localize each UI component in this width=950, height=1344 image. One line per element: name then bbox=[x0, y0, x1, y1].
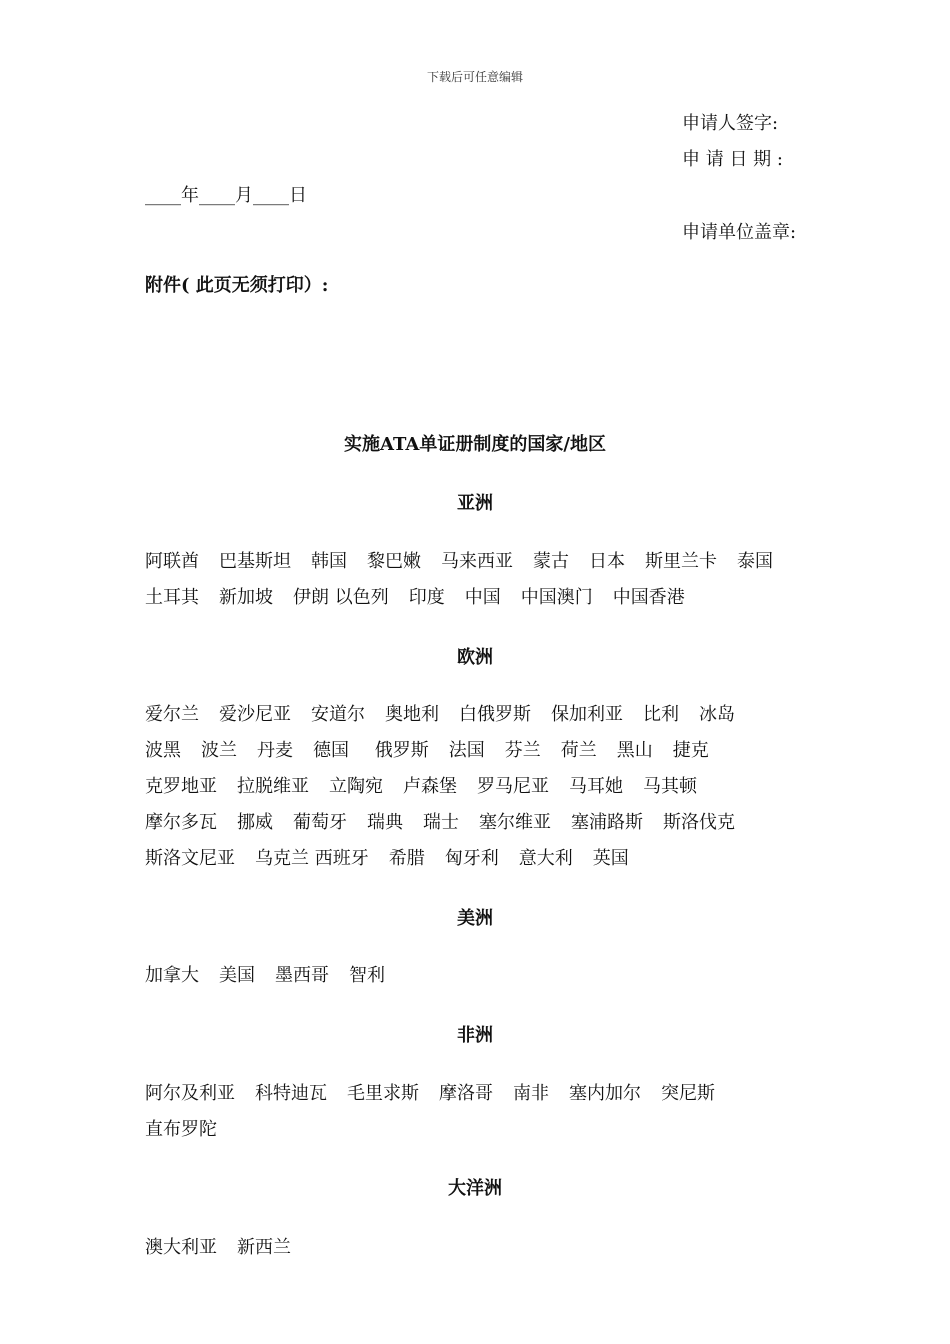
country-name: 伊朗 以色列 bbox=[293, 587, 389, 608]
country-name: 塞尔维亚 bbox=[479, 812, 551, 833]
country-name: 印度 bbox=[408, 587, 445, 608]
region-heading-africa: 非洲 bbox=[457, 1025, 493, 1046]
country-name: 俄罗斯 bbox=[374, 740, 429, 761]
country-name: 葡萄牙 bbox=[293, 812, 347, 833]
country-name: 斯洛文尼亚 bbox=[145, 848, 235, 869]
country-name: 塞浦路斯 bbox=[571, 812, 643, 833]
country-name: 土耳其 bbox=[145, 587, 199, 608]
country-name: 毛里求斯 bbox=[347, 1083, 419, 1104]
region-heading-europe: 欧洲 bbox=[457, 647, 493, 668]
country-name: 阿尔及利亚 bbox=[145, 1083, 235, 1104]
country-name: 泰国 bbox=[737, 551, 773, 572]
attachment-title: 附件( 此页无须打印）: bbox=[145, 275, 329, 296]
country-row bbox=[145, 844, 629, 870]
country-name: 乌克兰 西班牙 bbox=[255, 848, 369, 869]
country-row bbox=[145, 700, 735, 726]
country-name: 波黑 bbox=[145, 740, 181, 761]
country-name: 新西兰 bbox=[237, 1237, 291, 1258]
main-title: 实施ATA单证册制度的国家/地区 bbox=[344, 434, 606, 455]
country-name: 中国 bbox=[464, 587, 501, 608]
unit-seal-label: 申请单位盖章: bbox=[682, 222, 797, 243]
country-name: 安道尔 bbox=[311, 704, 365, 725]
country-row bbox=[145, 1079, 715, 1105]
country-row bbox=[145, 736, 709, 762]
date-blank-line: ____年____月____日 bbox=[145, 185, 307, 206]
country-name: 匈牙利 bbox=[444, 848, 499, 869]
country-name: 奥地利 bbox=[385, 704, 439, 725]
region-heading-oceania: 大洋洲 bbox=[448, 1178, 502, 1199]
country-name: 白俄罗斯 bbox=[459, 704, 531, 725]
country-name: 马来西亚 bbox=[441, 551, 513, 572]
country-row bbox=[145, 772, 697, 798]
country-name: 比利 bbox=[643, 704, 679, 725]
country-row bbox=[145, 547, 773, 573]
country-name: 阿联酋 bbox=[145, 551, 199, 572]
country-name: 丹麦 bbox=[257, 740, 293, 761]
country-name: 爱尔兰 bbox=[145, 704, 199, 725]
country-name: 捷克 bbox=[672, 740, 709, 761]
country-name: 立陶宛 bbox=[329, 776, 383, 797]
country-name: 荷兰 bbox=[560, 740, 597, 761]
country-name: 斯洛伐克 bbox=[663, 812, 735, 833]
country-name: 克罗地亚 bbox=[145, 776, 217, 797]
country-name: 中国香港 bbox=[612, 587, 685, 608]
country-name: 马耳她 bbox=[569, 776, 623, 797]
country-name: 蒙古 bbox=[533, 551, 569, 572]
country-name: 韩国 bbox=[311, 551, 347, 572]
country-name: 爱沙尼亚 bbox=[219, 704, 291, 725]
applicant-signature-label: 申请人签字: bbox=[682, 113, 779, 134]
country-name: 瑞士 bbox=[423, 812, 459, 833]
country-name: 新加坡 bbox=[219, 587, 273, 608]
country-name: 英国 bbox=[592, 848, 629, 869]
country-name: 法国 bbox=[448, 740, 485, 761]
country-name: 意大利 bbox=[518, 848, 573, 869]
country-row bbox=[145, 961, 385, 987]
country-name: 马其顿 bbox=[643, 776, 697, 797]
country-name: 南非 bbox=[513, 1083, 549, 1104]
region-heading-americas: 美洲 bbox=[457, 908, 493, 929]
country-name: 挪威 bbox=[237, 812, 273, 833]
country-name: 美国 bbox=[219, 965, 255, 986]
country-name: 卢森堡 bbox=[403, 776, 457, 797]
country-name: 突尼斯 bbox=[661, 1083, 715, 1104]
country-name: 黎巴嫩 bbox=[367, 551, 421, 572]
country-name: 墨西哥 bbox=[275, 965, 329, 986]
country-name: 加拿大 bbox=[145, 965, 199, 986]
region-heading-asia: 亚洲 bbox=[457, 493, 493, 514]
country-name: 摩尔多瓦 bbox=[145, 812, 217, 833]
country-name: 芬兰 bbox=[504, 740, 541, 761]
country-row bbox=[145, 583, 685, 609]
apply-date-label: 申 请 日 期 : bbox=[682, 149, 783, 170]
country-name: 科特迪瓦 bbox=[255, 1083, 327, 1104]
country-name: 斯里兰卡 bbox=[645, 551, 717, 572]
country-name: 中国澳门 bbox=[520, 587, 593, 608]
country-name: 黑山 bbox=[616, 740, 653, 761]
country-name: 希腊 bbox=[388, 848, 425, 869]
country-row bbox=[145, 1233, 291, 1259]
country-row bbox=[145, 808, 735, 834]
country-name: 摩洛哥 bbox=[439, 1083, 493, 1104]
country-name: 波兰 bbox=[201, 740, 237, 761]
country-name: 智利 bbox=[349, 965, 385, 986]
country-name: 直布罗陀 bbox=[145, 1119, 217, 1140]
country-name: 罗马尼亚 bbox=[477, 776, 549, 797]
country-name: 拉脱维亚 bbox=[237, 776, 309, 797]
country-name: 德国 bbox=[313, 740, 355, 761]
country-name: 巴基斯坦 bbox=[219, 551, 291, 572]
country-row bbox=[145, 1115, 217, 1141]
page-header-note: 下载后可任意编辑 bbox=[426, 70, 523, 84]
country-name: 瑞典 bbox=[367, 812, 403, 833]
country-name: 保加利亚 bbox=[551, 704, 623, 725]
country-name: 塞内加尔 bbox=[569, 1083, 641, 1104]
country-name: 冰岛 bbox=[699, 704, 735, 725]
country-name: 澳大利亚 bbox=[145, 1237, 217, 1258]
country-name: 日本 bbox=[589, 551, 625, 572]
